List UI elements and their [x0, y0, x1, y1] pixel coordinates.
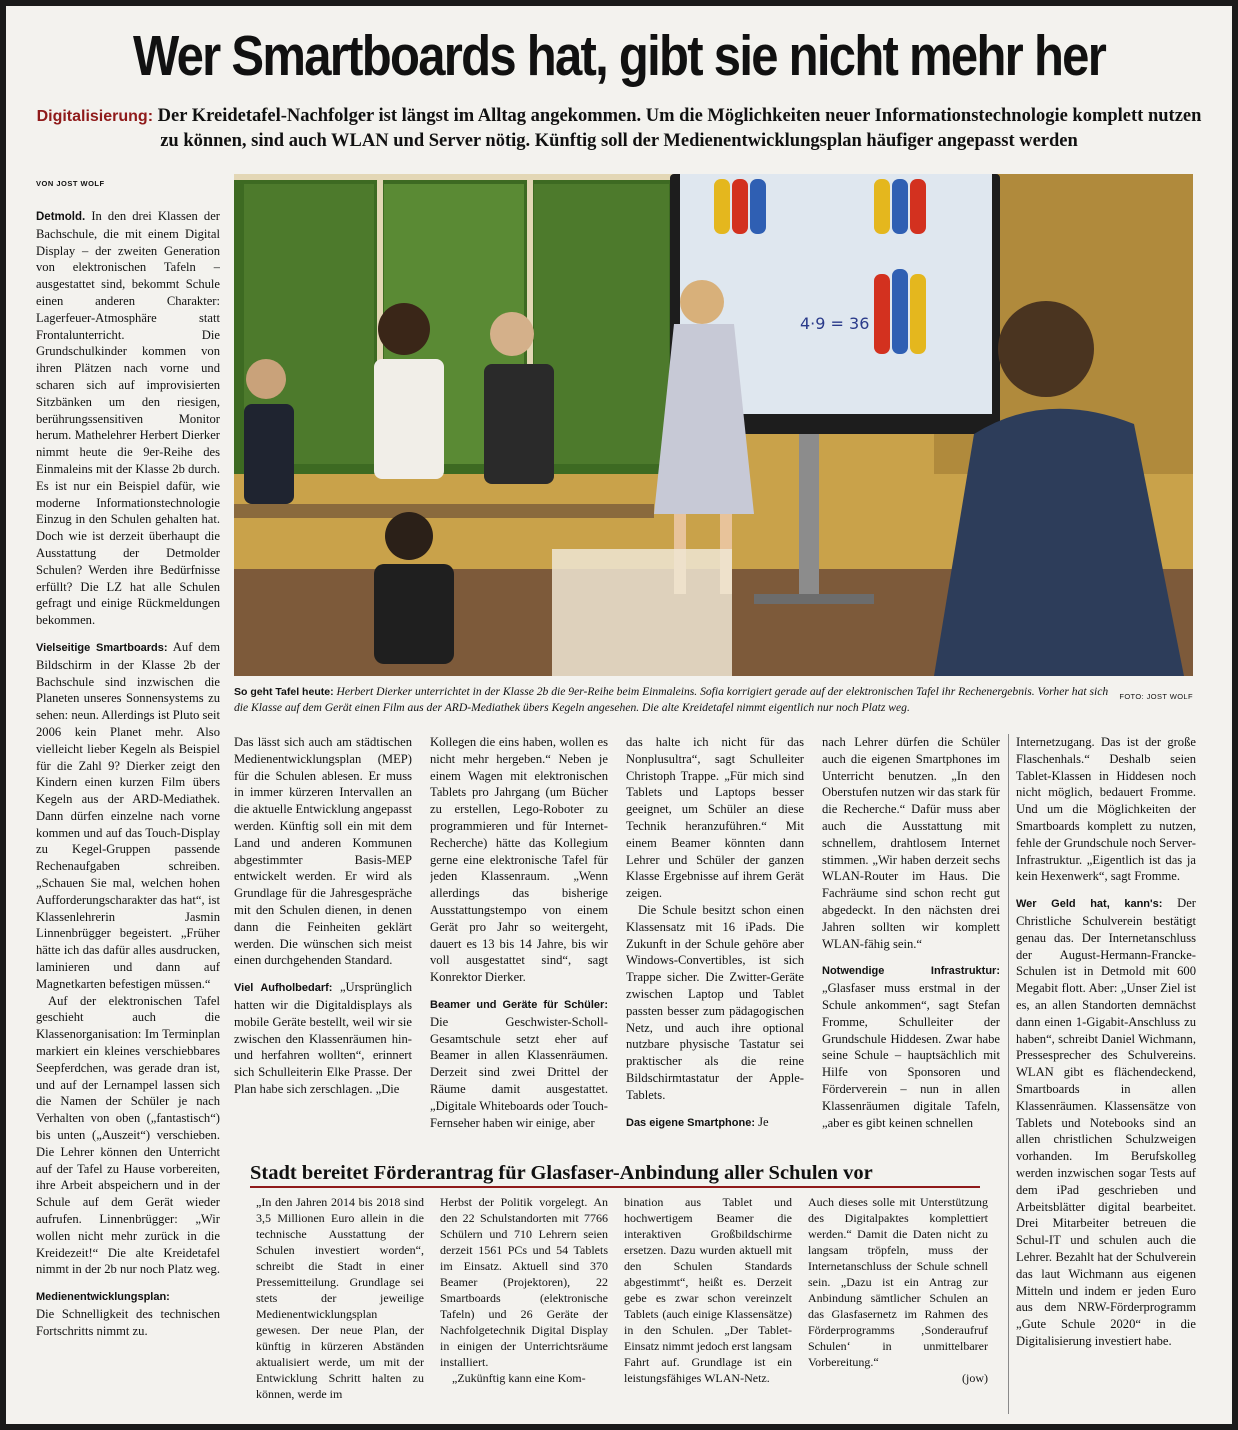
bowling-pins-bottom — [874, 269, 926, 354]
paragraph: Auf dem Bildschirm in der Klasse 2b der Bachschule sind inzwischen die Planeten unseres Sonnensystems zu sehen: neun. Allerdings ist Pluto seit 2006 kein Planet mehr. Also vielleicht lieber Kegeln als Beispiel für die Zahl 9? Dierker zeigt den Kindern einen kurzen Film übers Kegeln aus der ARD-Mediathek. Dann dürfen einzelne nach vorne kommen und auf das Touch-Display zu Kegel-Gruppen passende Rechenaufgaben schreiben. „Schauen Sie mal, welchen hohen Aufforderungscharakter das hat“, ist Klassenlehrerin Jasmin Linnenbrügger begeistert. „Früher hätte ich das dafür alles ausdrucken, laminieren und dann auf Magnetkarten befestigen müssen.“ — [36, 639, 220, 991]
photo-credit: FOTO: JOST WOLF — [1119, 692, 1193, 701]
board-handwriting: 4·9 = 36 — [800, 314, 870, 333]
paragraph: Das lässt sich auch am städtischen Medienentwicklungsplan (MEP) für die Schulen ablesen. Er muss in immer kürzeren Intervallen an die aktuelle Entwicklung angepasst werden. Künftig soll ein mit dem Land und anderen Kommunen abgestimmter Basis-MEP entwickelt werden. Er wird als Grundlage für die Jahresgespräche mit den Schulen dienen, in denen dann die Feinheiten geklärt werden. Die wünschen sich meist einen durchgehenden Standard. — [234, 735, 412, 968]
paragraph: Kollegen die eins haben, wollen es nicht mehr hergeben.“ Neben je einem Wagen mit elektronischen Tablets pro Jahrgang (um Bücher zu erstellen, Lego-Roboter zu programmieren und für Internet-Recherche) hätte das Kollegium gerne eine elektronische Tafel für jeden Klassenraum. „Wenn allerdings das bisherige Ausstattungstempo von einem Gerät pro Jahr so weitergeht, dauert es 13 bis 14 Jahre, bis wir voll ausgestattet sind“, sagt Konrektor Dierker. — [430, 735, 608, 985]
paragraph: In den drei Klassen der Bachschule, die mit einem Digital Display – der zweiten Generation von elektronischen Tafeln – ausgestattet sind, bekommt Schule einen anderen Charakter: Lagerfeuer-Atmosphäre statt Frontalunterricht. Die Grundschulkinder kommen von ihren Plätzen nach vorne und scharen sich auf improvisierten Sitzbänken um den riesigen, berührungssensitiven Monitor herum. Mathelehrer Herbert Dierker nimmt heute die 9er-Reihe des Einmaleins mit der Klasse 2b durch. Es ist nur ein Beispiel dafür, wie moderne Informationstechnologie Einzug in den Schulen gehalten hat. Doch wie ist derzeit überhaupt die Ausstattung der Detmolder Schulen? Werden ihre Bedürfnisse erfüllt? Die LZ hat alle Schulen gefragt und einige Rückmeldungen bekommen. — [36, 209, 220, 628]
section-heading: Viel Aufholbedarf: — [234, 982, 333, 995]
paragraph: Der Christliche Schulverein bestätigt genau das. Der Internetanschluss der August-Hermann-Francke-Schulen ist in Detmold mit 600 Megabit flott. Aber: „Unser Ziel ist es, an allen Standorten demnächst dann einen 1-Gigabit-Anschluss zu haben“, schreibt Daniel Wichmann, Pressesprecher des Schulvereins. WLAN gibt es flächendeckend, Smartboards in allen Klassenräumen. Klassensätze von Tablets und Notebooks sind an allen christlichen Schulzweigen vorhanden. Im Berufskolleg werden inzwischen sogar Tests auf dem iPad geschrieben und Arbeitsblätter digital bearbeitet. Drei Mitarbeiter betreuen die Schul-IT und schulen auch die Lehrer. Bezahlt hat der Schulverein das laut Wichmann aus eigenen Mitteln und indem er jeden Euro aus dem NRW-Förderprogramm „Gute Schule 2020“ in die Digitalisierung investiert habe. — [1016, 896, 1196, 1348]
article-column-4 — [626, 734, 804, 1144]
article-column-2 — [234, 734, 412, 1144]
paragraph: bination aus Tablet und hochwertigem Beamer die interaktiven Großbildschirme ersetzen. Dazu wurden aktuell mit den Schulen Standards abgestimmt“, heißt es. Derzeit gebe es zwar schon vereinzelt Tablets (auch einige Klassensätze) in den Schulen. „Der Tablet-Einsatz nimmt jedoch erst langsam Fahrt auf. Grundlage ist ein leistungsfähiges WLAN-Netz. — [624, 1195, 792, 1385]
classroom-photo — [234, 174, 1193, 676]
infobox-column-2 — [440, 1194, 608, 1420]
paragraph: Je — [758, 1114, 769, 1129]
paragraph: Auch dieses solle mit Unterstützung des Digitalpaktes komplettiert werden.“ Damit die Daten nicht zu langsam tröpfeln, muss der Internetanschluss der Schule schnell sein. „Dazu ist ein Antrag zur Anbindung sämtlicher Schulen an das Glasfasernetz im Rahmen des Förderprogramms ‚Sonderaufruf Schulen‘ in unmittelbarer Vorbereitung.“ — [808, 1195, 988, 1369]
article-column-1 — [36, 208, 220, 1420]
caption-label: So geht Tafel heute: — [234, 686, 334, 698]
infobox-column-1 — [256, 1194, 424, 1420]
subhead — [34, 104, 1204, 153]
infobox-column-4 — [808, 1194, 988, 1420]
headline: Wer Smartboards hat, gibt sie nicht mehr her — [132, 24, 1106, 88]
infobox-title: Stadt bereitet Förderantrag für Glasfaser-Anbindung aller Schulen vor — [250, 1162, 873, 1184]
paragraph: „Glasfaser muss erstmal in der Schule ankommen“, sagt Stefan Fromme, Schulleiter der Grundschule Hiddesen. Zwar habe seine Schule – hauptsächlich mit Hilfe von Sponsoren und Förderverein – nun in allen Klassenräumen digitale Tafeln, „aber es gibt keinen schnellen — [822, 981, 1000, 1130]
newspaper-page — [6, 6, 1232, 1424]
byline: VON JOST WOLF — [36, 179, 105, 188]
subhead-kicker: Digitalisierung: — [36, 108, 154, 125]
section-heading: Notwendige Infrastruktur: — [822, 965, 1000, 978]
paragraph: Die Schnelligkeit des technischen Fortschritts nimmt zu. — [36, 1307, 220, 1338]
display-stand — [799, 434, 819, 604]
paragraph: „In den Jahren 2014 bis 2018 sind 3,5 Millionen Euro allein in die technische Ausstattung der Schulen investiert worden“, schreibt die Stadt in einer Pressemitteilung. Grundlage sei stets der jeweilige Medienentwicklungsplan gewesen. Der neue Plan, der künftig in kürzeren Abständen aktualisiert werde, um mit der Entwicklung Schritt halten zu können, werde im — [256, 1195, 424, 1401]
section-heading: Beamer und Geräte für Schüler: — [430, 998, 608, 1011]
section-heading: Das eigene Smartphone: — [626, 1116, 755, 1129]
dateline: Detmold. — [36, 211, 86, 223]
window-frame — [234, 174, 674, 180]
article-column-5 — [822, 734, 1000, 1144]
paragraph: „Ursprünglich hatten wir die Digitaldisplays als mobile Geräte bestellt, weil wir sie zwischen den Klassenräumen hin- und herfahren wollten“, erinnert sich Schulleiterin Elke Prasse. Der Plan habe sich zerschlagen. „Die — [234, 980, 412, 1096]
bench — [234, 504, 654, 518]
author-initials: (jow) — [962, 1371, 988, 1385]
subhead-text: Der Kreidetafel-Nachfolger ist längst im Alltag angekommen. Um die Möglichkeiten neuer Informationstechnologie komplett nutzen zu können, sind auch WLAN und Server nötig. Künftig soll der Medienentwicklungsplan häufiger angepasst werden — [157, 106, 1202, 151]
paragraph: Herbst der Politik vorgelegt. An den 22 Schulstandorten mit 7766 Schülern und 710 Lehrern seien derzeit 1561 PCs und 54 Tablets im Einsatz. Aktuell sind 370 Beamer (Projektoren), 22 Smartboards (elektronische Tafeln) und 26 Geräte der Nachfolgetechnik Digital Display in einigen der Unterrichtsräume installiert. — [440, 1195, 608, 1369]
paragraph: „Zukünftig kann eine Kom- — [452, 1371, 586, 1385]
window-pane — [534, 184, 669, 464]
paragraph: Auf der elektronischen Tafel geschieht auch die Klassenorganisation: Im Terminplan markiert ein kleines verschiebbares Seepferdchen, was gerade dran ist, und auf der Lernampel lassen sich die Namen der Schüler je nach Verhalten von oben („fantastisch“) bis unten („Auszeit“) verschieben. Die Lehrer können den Unterricht auf der Tafel zu Hause vorbereiten, ihre Arbeit abspeichern und in der Schule auf dem Gerät wieder aufrufen. Linnenbrügger: „Wir wollen nicht mehr zurück in die Kreidezeit!“ Die alte Kreidetafel nimmt in der 2b nur noch Platz weg. — [36, 993, 220, 1277]
section-heading: Medienentwicklungsplan: — [36, 1291, 170, 1304]
box-with-net — [552, 549, 732, 676]
section-heading: Wer Geld hat, kann's: — [1016, 898, 1163, 911]
column-divider — [1008, 734, 1009, 1414]
infobox-column-3 — [624, 1194, 792, 1420]
paragraph: Die Geschwister-Scholl-Gesamtschule setzt eher auf Beamer in allen Klassenräumen. Derzeit sind zwei Drittel der Räume damit ausgestattet. „Digitale Whiteboards oder Touch-Fernseher haben wir einige, aber — [430, 1014, 608, 1130]
infobox-rule — [250, 1186, 980, 1188]
article-column-6 — [1016, 734, 1196, 1414]
caption-text: Herbert Dierker unterrichtet in der Klasse 2b die 9er-Reihe beim Einmaleins. Sofia korrigiert gerade auf der elektronischen Tafel ihr Rechenergebnis. Vorher hat sich die Klasse auf dem Gerät einen Film aus der ARD-Mediathek übers Kegeln angesehen. Die alte Kreidetafel nimmt eigentlich nur noch Platz weg. — [234, 685, 1109, 714]
photo-caption — [234, 684, 1193, 716]
paragraph: Internetzugang. Das ist der große Flaschenhals.“ Deshalb seien Tablet-Klassen in Hiddesen noch nicht möglich, bedauert Fromme. Und um die Möglichkeiten der Smartboards komplett zu nutzen, fehle der Grundschule noch Server-Infrastruktur. „Eigentlich ist das ja kein Hexenwerk“, sagt Fromme. — [1016, 735, 1196, 884]
classroom-photo-illustration — [234, 174, 1193, 676]
paragraph: nach Lehrer dürfen die Schüler auch die eigenen Smartphones im Unterricht benutzen. „In den Oberstufen nutzen wir das stark für die Recherche.“ Dafür muss aber auch die Ausstattung mit schnellem, drahtlosem Internet stimmen. „Wir haben derzeit sechs WLAN-Router im Haus. Die Fachräume sind schon recht gut abgedeckt. In den nächsten drei Jahren sollten wir komplett WLAN-fähig sein.“ — [822, 735, 1000, 951]
paragraph: Die Schule besitzt schon einen Klassensatz mit 16 iPads. Die Zukunft in der Schule gehöre aber Windows-Convertibles, ist sich Trappe sicher. Die Zwitter-Geräte zwischen Laptop und Tablet passten besser zum pädagogischen Netz, und auch ihre optional nutzbare physische Tastatur sei praktischer als die reine Bildschirmtastatur der Apple-Tablets. — [626, 902, 804, 1102]
section-heading: Vielseitige Smartboards: — [36, 641, 168, 654]
paragraph: das halte ich nicht für das Nonplusultra“, sagt Schulleiter Christoph Trappe. „Für mich sind Tablets und Laptops besser geeignet, um Schüler an diese Technik heranzuführen.“ Mit einem Beamer könnten dann Lehrer und Schüler der ganzen Klasse Ergebnisse auf ihrem Gerät zeigen. — [626, 735, 804, 901]
stand-base — [754, 594, 874, 604]
article-column-3 — [430, 734, 608, 1144]
